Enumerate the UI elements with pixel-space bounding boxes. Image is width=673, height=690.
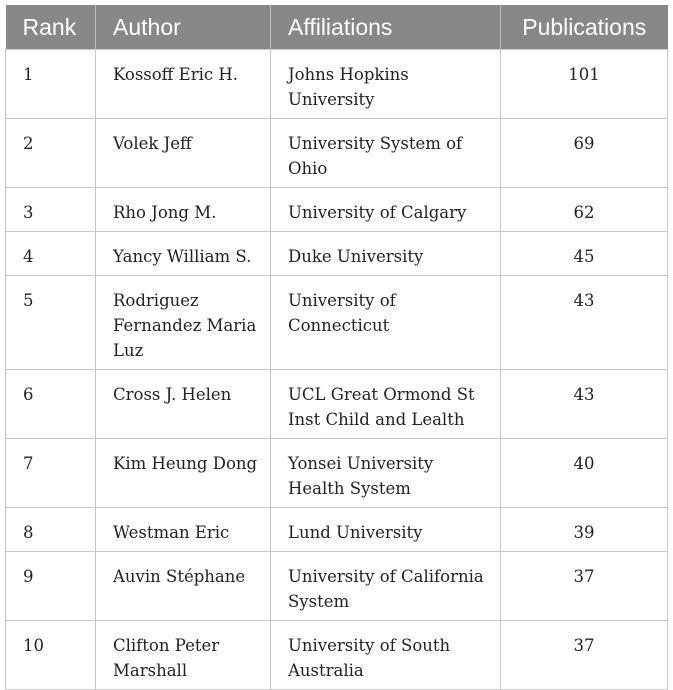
header-rank: Rank <box>6 5 96 50</box>
affiliation-cell: University of Calgary <box>271 188 501 232</box>
table-body <box>6 50 668 690</box>
ranking-table <box>5 5 668 690</box>
publications-cell: 101 <box>501 50 668 119</box>
author-cell: Rho Jong M. <box>96 188 271 232</box>
publications-cell: 45 <box>501 232 668 276</box>
table-row <box>6 370 668 439</box>
header-publications: Publications <box>501 5 668 50</box>
header-author: Author <box>96 5 271 50</box>
rank-cell: 8 <box>6 508 96 552</box>
publications-cell: 37 <box>501 552 668 621</box>
affiliation-cell: Johns Hopkins University <box>271 50 501 119</box>
table-row <box>6 50 668 119</box>
author-cell: Yancy William S. <box>96 232 271 276</box>
publications-cell: 39 <box>501 508 668 552</box>
publications-cell: 69 <box>501 119 668 188</box>
publications-cell: 43 <box>501 370 668 439</box>
affiliation-cell: Duke University <box>271 232 501 276</box>
author-cell: Westman Eric <box>96 508 271 552</box>
affiliation-cell: Lund University <box>271 508 501 552</box>
table-row <box>6 232 668 276</box>
table-row <box>6 508 668 552</box>
affiliation-cell: UCL Great Ormond St Inst Child and Lealth <box>271 370 501 439</box>
affiliation-cell: University System of Ohio <box>271 119 501 188</box>
header-row <box>6 5 668 50</box>
author-cell: Clifton Peter Marshall <box>96 621 271 690</box>
affiliation-cell: University of South Australia <box>271 621 501 690</box>
rank-cell: 2 <box>6 119 96 188</box>
affiliation-cell: University of Connecticut <box>271 276 501 370</box>
table-row <box>6 621 668 690</box>
author-cell: Kim Heung Dong <box>96 439 271 508</box>
table-row <box>6 188 668 232</box>
table-row <box>6 439 668 508</box>
table-row <box>6 552 668 621</box>
author-cell: Rodriguez Fernandez Maria Luz <box>96 276 271 370</box>
publications-cell: 62 <box>501 188 668 232</box>
rank-cell: 4 <box>6 232 96 276</box>
rank-cell: 7 <box>6 439 96 508</box>
author-cell: Kossoff Eric H. <box>96 50 271 119</box>
publications-cell: 40 <box>501 439 668 508</box>
table-row <box>6 119 668 188</box>
rank-cell: 10 <box>6 621 96 690</box>
author-cell: Cross J. Helen <box>96 370 271 439</box>
author-cell: Auvin Stéphane <box>96 552 271 621</box>
rank-cell: 6 <box>6 370 96 439</box>
publications-cell: 43 <box>501 276 668 370</box>
author-cell: Volek Jeff <box>96 119 271 188</box>
publications-cell: 37 <box>501 621 668 690</box>
rank-cell: 5 <box>6 276 96 370</box>
rank-cell: 9 <box>6 552 96 621</box>
rank-cell: 3 <box>6 188 96 232</box>
header-affiliations: Affiliations <box>271 5 501 50</box>
rank-cell: 1 <box>6 50 96 119</box>
affiliation-cell: Yonsei University Health System <box>271 439 501 508</box>
table-row <box>6 276 668 370</box>
affiliation-cell: University of California System <box>271 552 501 621</box>
